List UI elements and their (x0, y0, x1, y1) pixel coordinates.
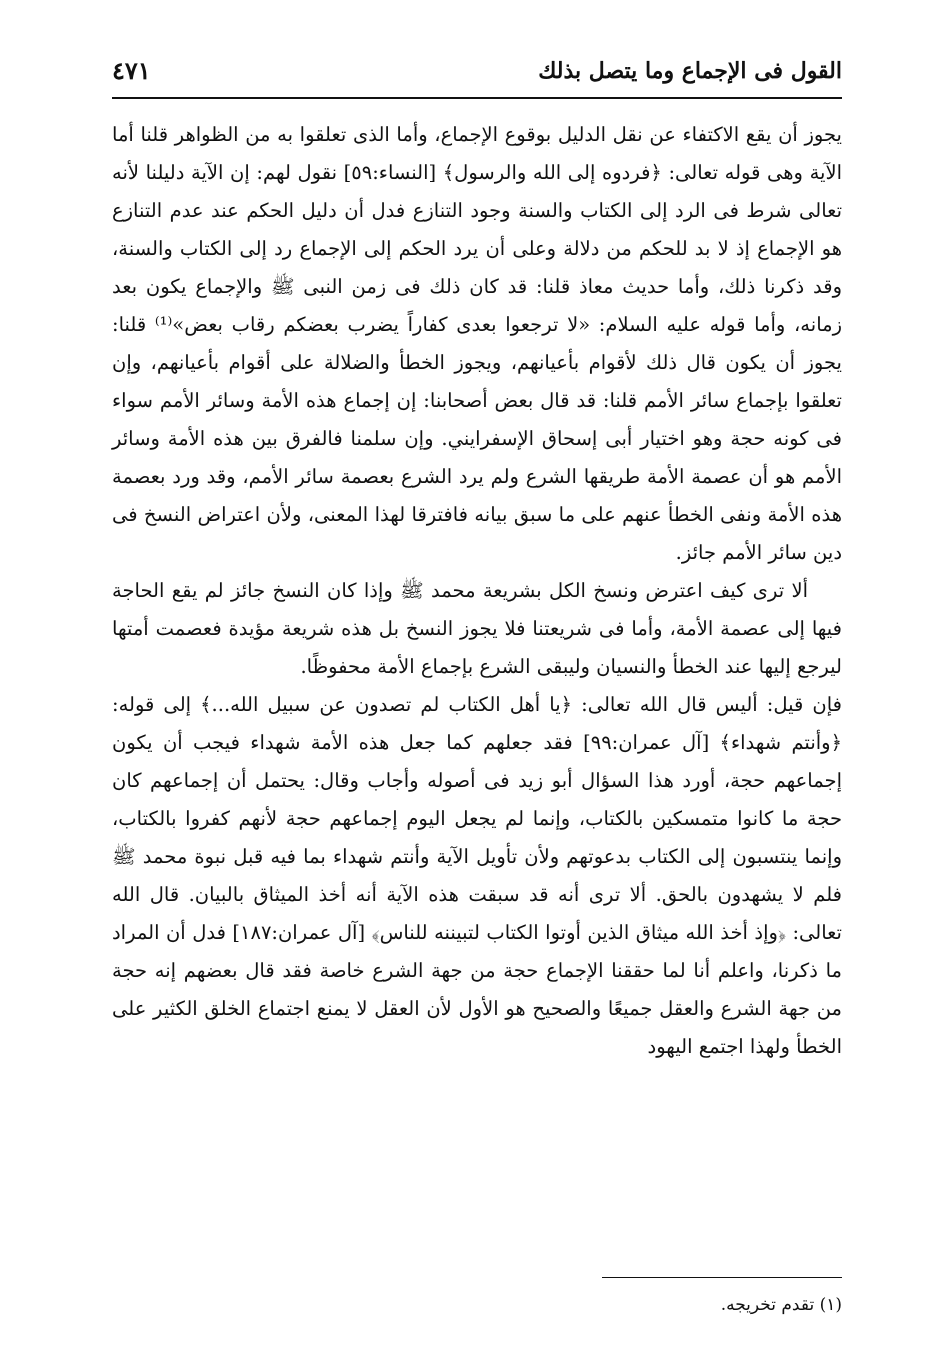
page-number: ٤٧١ (112, 56, 151, 85)
paragraph: يجوز أن يقع الاكتفاء عن نقل الدليل بوقوع الإجماع، وأما الذى تعلقوا به من الظواهر قلنا أما الآية وهى قوله تعالى: ﴿فردوه إلى الله والرسول﴾ [النساء:٥٩] نقول لهم: إن الآية دليلنا لأنه تعالى شرط فى الرد إلى الكتاب والسنة وجود التنازع فدل أن دليل الحكم عند عدم التنازع هو الإجماع إذ لا بد للحكم من دلالة وعلى أن يرد الحكم إلى الإجماع رد إلى الكتاب والسنة، وقد ذكرنا ذلك، وأما حديث معاذ قلنا: قد كان ذلك فى زمن النبى ﷺ والإجماع يكون بعد زمانه، وأما قوله عليه السلام: «لا ترجعوا بعدى كفاراً يضرب بعضكم رقاب بعض»⁽¹⁾ قلنا: يجوز أن يكون قال ذلك لأقوام بأعيانهم، ويجوز الخطأ والضلالة على أقوام بأعيانهم، وإن تعلقوا بإجماع سائر الأمم قلنا: قد قال بعض أصحابنا: إن إجماع هذه الأمة وسائر الأمم سواء فى كونه حجة وهو اختيار أبى إسحاق الإسفرايني. وإن سلمنا فالفرق بين هذه الأمة وسائر الأمم هو أن عصمة الأمة طريقها الشرع ولم يرد الشرع بعصمة سائر الأمم، وقد ورد بعصمة هذه الأمة ونفى الخطأ عنهم على ما سبق بيانه فافترقا لهذا المعنى، ولأن اعتراض النسخ فى دين سائر الأمم جائز. (112, 123, 843, 564)
paragraph: فإن قيل: أليس قال الله تعالى: ﴿يا أهل الكتاب لم تصدون عن سبيل الله...﴾ إلى قوله: ﴿وأنتم شهداء﴾ [آل عمران:٩٩] فقد جعلهم كما جعل هذه الأمة شهداء فيجب أن يكون إجماعهم حجة، أورد هذا السؤال أبو زيد فى أصوله وأجاب وقال: يحتمل أن إجماعهم كان حجة ما كانوا متمسكين بالكتاب، وإنما لم يجعل اليوم إجماعهم حجة لأنهم كفروا بالكتاب، وإنما ينتسبون إلى الكتاب بدعوتهم ولأن تأويل الآية وأنتم شهداء بما فيه قبل نبوة محمد ﷺ فلم لا يشهدون بالحق. ألا ترى أنه قد سبقت هذه الآية أنه أخذ الميثاق بالبيان. قال الله تعالى: ﴿وإذ أخذ الله ميثاق الذين أوتوا الكتاب لتبيننه للناس﴾ [آل عمران:١٨٧] فدل أن المراد ما ذكرنا، واعلم أنا لما حققنا الإجماع حجة من جهة الشرع خاصة فقد قال بعضهم إنه حجة من جهة الشرع والعقل جميعًا والصحيح هو الأول لأن العقل لا يمنع اجتماع الخلق الكثير على الخطأ ولهذا اجتمع اليهود (112, 693, 843, 1058)
footnote: (١) تقدم تخريجه. (720, 1295, 842, 1315)
body-text (112, 116, 842, 1066)
page-header (112, 50, 842, 96)
footnote-divider (602, 1277, 842, 1278)
running-title: القول فى الإجماع وما يتصل بذلك (538, 58, 842, 84)
paragraph: ألا ترى كيف اعترض ونسخ الكل بشريعة محمد ﷺ وإذا كان النسخ جائز لم يقع الحاجة فيها إلى عصمة الأمة، وأما فى شريعتنا فلا يجوز النسخ بل هذه شريعة مؤيدة فعصمت أمتها ليرجع إليها عند الخطأ والنسيان وليبقى الشرع بإجماع الأمة محفوظًا. (112, 579, 842, 678)
header-divider (112, 97, 842, 99)
